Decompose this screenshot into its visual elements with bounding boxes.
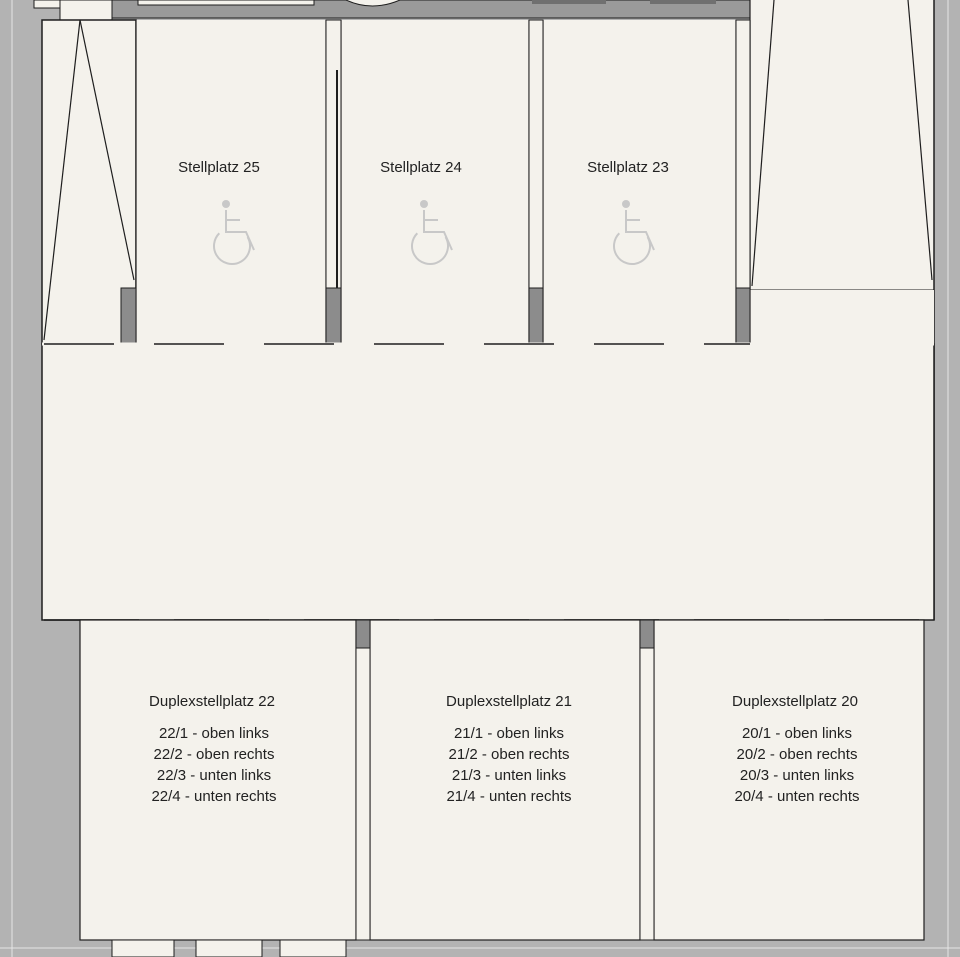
duplex-22-title: Duplexstellplatz 22 [149, 693, 275, 710]
duplex-20-line-2: 20/2 - oben rechts [736, 746, 858, 763]
duplex-20-line-3: 20/3 - unten links [739, 767, 855, 784]
duplex-21-line-1: 21/1 - oben links [453, 725, 565, 742]
stall-25 [136, 20, 326, 344]
duplex-21-title: Duplexstellplatz 21 [446, 693, 572, 710]
duplex-21-line-3: 21/3 - unten links [451, 767, 567, 784]
stall-23-label: Stellplatz 23 [587, 159, 669, 176]
duplex-22-line-2: 22/2 - oben rechts [153, 746, 275, 763]
stall-24 [341, 20, 529, 344]
stall-23 [543, 20, 736, 344]
duplex-20-title: Duplexstellplatz 20 [732, 693, 858, 710]
duplex-20-line-4: 20/4 - unten rechts [734, 788, 860, 805]
duplex-21-line-4: 21/4 - unten rechts [446, 788, 572, 805]
duplex-22-line-4: 22/4 - unten rechts [151, 788, 277, 805]
duplex-22-line-1: 22/1 - oben links [158, 725, 270, 742]
duplex-22-line-3: 22/3 - unten links [156, 767, 272, 784]
duplex-21-line-2: 21/2 - oben rechts [448, 746, 570, 763]
duplex-20-line-1: 20/1 - oben links [741, 725, 853, 742]
right-ramp-area [750, 0, 934, 290]
driving-lane [42, 344, 934, 620]
stall-25-label: Stellplatz 25 [178, 159, 260, 176]
stall-24-label: Stellplatz 24 [380, 159, 462, 176]
